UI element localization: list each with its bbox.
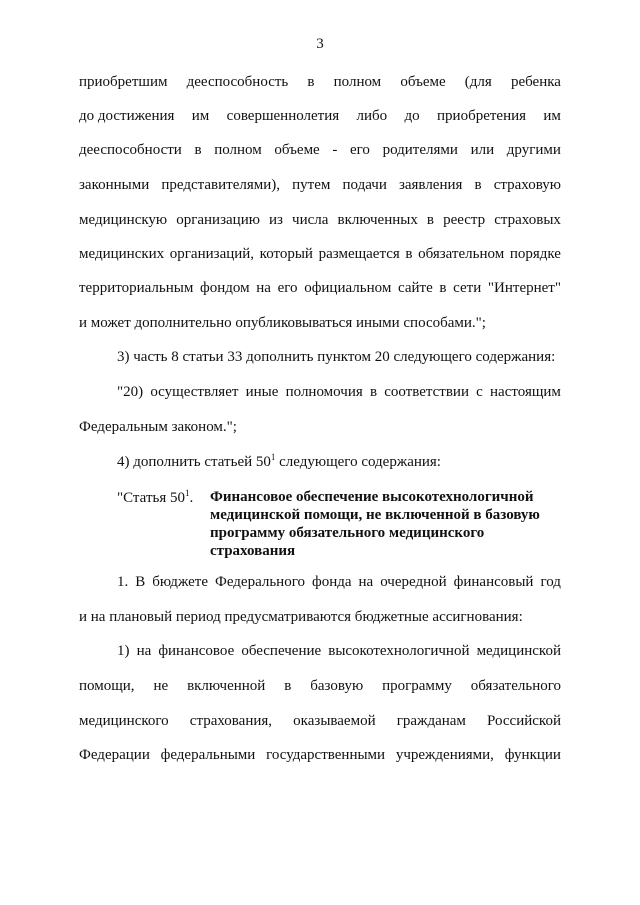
word: медицинской — [476, 643, 561, 659]
word: "Интернет" — [487, 280, 561, 296]
word: законными — [79, 177, 150, 193]
word: полном — [333, 74, 382, 90]
text-line: и может дополнительно опубликовываться иными способами."; — [79, 315, 486, 331]
word: организаций, — [169, 246, 255, 262]
word: его — [277, 280, 298, 296]
article-title-line: программу обязательного медицинского — [210, 525, 485, 541]
word: федеральными — [160, 747, 256, 763]
word: "20) — [117, 384, 144, 400]
word: осуществляет — [150, 384, 239, 400]
text-line — [79, 72, 561, 92]
word: страховую — [493, 177, 561, 193]
word: медицинских — [79, 246, 165, 262]
word: оказываемой — [293, 713, 376, 729]
word: организацию — [176, 212, 260, 228]
word: очередной — [380, 574, 447, 590]
word: финансовый — [453, 574, 534, 590]
word: числа — [292, 212, 329, 228]
text-fragment: "Статья 50 — [117, 490, 185, 506]
word: в — [369, 384, 378, 400]
text-line — [79, 175, 561, 195]
text-line — [117, 641, 561, 661]
word: официальном — [304, 280, 392, 296]
word: функции — [504, 747, 561, 763]
word: настоящим — [490, 384, 561, 400]
word: соответствии — [384, 384, 469, 400]
word: медицинского — [79, 713, 169, 729]
word: 1. — [117, 574, 129, 590]
word: В — [135, 574, 146, 590]
word: родителями — [382, 142, 458, 158]
word: который — [259, 246, 313, 262]
article-title-line: Финансовое обеспечение высокотехнологичной — [210, 489, 534, 505]
word: приобретшим — [79, 74, 168, 90]
word: страхования, — [189, 713, 273, 729]
word: полномочия — [285, 384, 363, 400]
word: иные — [245, 384, 279, 400]
word: до — [404, 108, 420, 124]
word: сети — [453, 280, 482, 296]
word: на — [256, 280, 271, 296]
text-line — [79, 278, 561, 298]
word: им — [543, 108, 561, 124]
word: размещается — [318, 246, 400, 262]
word: бюджете — [152, 574, 208, 590]
word: дееспособность — [186, 74, 289, 90]
word: приобретения — [437, 108, 527, 124]
word: фонда — [311, 574, 352, 590]
word: в — [194, 142, 202, 158]
word: год — [540, 574, 561, 590]
word: сайте — [398, 280, 433, 296]
text-fragment: следующего содержания: — [275, 454, 441, 470]
word: не — [153, 678, 169, 694]
word: до достижения — [79, 108, 175, 124]
word: представителями), — [161, 177, 281, 193]
word: объеме — [400, 74, 446, 90]
word: включенной — [187, 678, 266, 694]
text-fragment: . — [189, 490, 194, 506]
word: путем — [292, 177, 331, 193]
word: или — [470, 142, 495, 158]
word: помощи, — [79, 678, 135, 694]
word: программу — [382, 678, 452, 694]
word: либо — [356, 108, 388, 124]
word: обеспечение — [241, 643, 322, 659]
word: на — [136, 643, 152, 659]
word: базовую — [310, 678, 364, 694]
word: в — [307, 74, 315, 90]
text-fragment: 4) дополнить статьей 50 — [117, 454, 271, 470]
word: полном — [214, 142, 262, 158]
word: в — [439, 280, 447, 296]
word: включенных — [337, 212, 418, 228]
word: гражданам — [396, 713, 466, 729]
article-title-line: медицинской помощи, не включенной в базовую — [210, 507, 540, 523]
word: порядке — [509, 246, 561, 262]
text-line — [79, 106, 561, 126]
text-line — [79, 140, 561, 160]
word: обязательного — [470, 678, 561, 694]
word: (для — [464, 74, 492, 90]
text-line: Федеральным законом."; — [79, 419, 237, 435]
word: подачи — [342, 177, 387, 193]
word: Российской — [487, 713, 561, 729]
word: в — [474, 177, 482, 193]
word: на — [358, 574, 374, 590]
word: его — [350, 142, 370, 158]
word: фондом — [200, 280, 250, 296]
text-line — [79, 210, 561, 230]
word: 1) — [117, 643, 130, 659]
word: с — [476, 384, 483, 400]
word: в — [284, 678, 292, 694]
word: - — [332, 142, 338, 158]
text-line — [79, 711, 561, 731]
text-line — [79, 745, 561, 765]
word: из — [269, 212, 283, 228]
word: другими — [506, 142, 561, 158]
word: ребенка — [510, 74, 561, 90]
article-title-line: страхования — [210, 543, 296, 559]
text-line: и на плановый период предусматриваются бюджетные ассигнования: — [79, 609, 523, 625]
page-number: 3 — [316, 36, 324, 52]
word: государственными — [266, 747, 386, 763]
word: заявления — [398, 177, 463, 193]
word: медицинскую — [79, 212, 168, 228]
word: высокотехнологичной — [328, 643, 470, 659]
superscript: 1 — [184, 488, 190, 498]
article-label — [117, 488, 193, 508]
text-line — [79, 676, 561, 696]
superscript: 1 — [270, 452, 276, 462]
word: совершеннолетия — [226, 108, 340, 124]
word: учреждениями, — [395, 747, 494, 763]
text-line — [117, 452, 561, 472]
word: объеме — [274, 142, 320, 158]
text-line — [117, 572, 561, 592]
word: в — [426, 212, 434, 228]
word: им — [191, 108, 210, 124]
word: Федерации — [79, 747, 150, 763]
article-title — [210, 488, 560, 560]
word: Федерального — [214, 574, 305, 590]
word: дееспособности — [79, 142, 182, 158]
word: в — [405, 246, 413, 262]
word: реестр — [443, 212, 486, 228]
word: финансовое — [158, 643, 235, 659]
text-line — [79, 244, 561, 264]
word: территориальным — [79, 280, 194, 296]
word: страховых — [494, 212, 561, 228]
word: обязательном — [418, 246, 505, 262]
text-line — [117, 382, 561, 402]
text-line: 3) часть 8 статьи 33 дополнить пунктом 20 следующего содержания: — [117, 349, 556, 365]
